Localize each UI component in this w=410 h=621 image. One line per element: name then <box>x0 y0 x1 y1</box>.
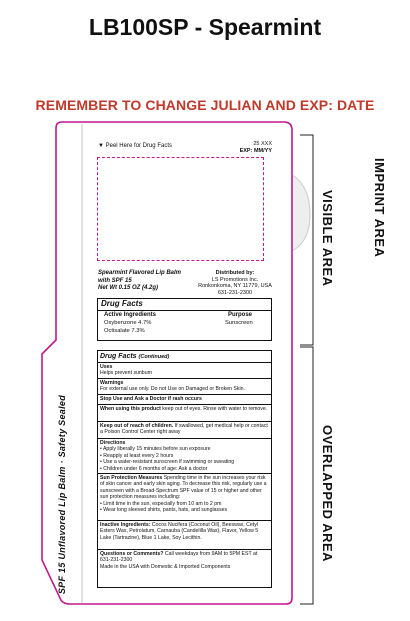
distributor-block <box>196 270 274 296</box>
separator <box>98 473 271 474</box>
direction-item: • Reapply at least every 2 hours <box>100 452 174 459</box>
direction-item: • Apply liberally 15 minutes before sun exposure <box>100 446 211 453</box>
directions-section <box>100 440 269 472</box>
when-using-heading: When using this product <box>100 406 161 412</box>
ingredient-octisalate: Octisalate 7.3% <box>104 328 145 334</box>
net-weight: Net Wt 0.15 OZ (4.2g) <box>98 285 159 291</box>
keep-out-section <box>100 423 269 436</box>
inactive-ingredients-section <box>100 522 269 541</box>
sun-protection-text: Spending time in the sun increases your risk of skin cancer and early skin aging. To decrease this risk, regularly use a sunscreen with a Broad-Spectrum SPF value of 15 or higher and other sun protection measures including: <box>100 475 267 501</box>
questions-text: Call weekdays from 9AM to 5PM EST at 631-231-2300 <box>100 551 258 564</box>
inactive-text: Cocos Nucifera (Coconut Oil), Beeswax, Cetyl Esters Wax, Petrolatum, Carnauba (Candelilla Wax), Flavor, Yellow 5 Lake (Tartrazine), Blue 1 Lake, Soy Lecithin. <box>100 522 259 541</box>
product-name-block <box>98 270 193 293</box>
separator <box>98 394 271 395</box>
separator <box>98 421 271 422</box>
direction-item: • Use a water-resistant sunscreen if swimming or sweating <box>100 459 235 466</box>
stop-use-section: Stop Use and Ask a Doctor if rash occurs <box>100 396 202 402</box>
uses-heading: Uses <box>100 364 113 370</box>
distributor-phone: 631-231-2300 <box>217 289 253 296</box>
direction-item: • Children under 6 months of age: Ask a doctor <box>100 465 208 472</box>
directions-heading: Directions <box>100 440 126 446</box>
drug-facts-rule <box>97 310 272 311</box>
sun-protection-section <box>100 475 269 513</box>
uses-section <box>100 364 269 377</box>
exp-date: EXP: MM/YY <box>239 147 272 154</box>
visible-area-label: VISIBLE AREA <box>320 190 335 287</box>
change-date-instruction: REMEMBER TO CHANGE JULIAN AND EXP: DATE <box>35 97 375 113</box>
warnings-heading: Warnings <box>100 380 124 386</box>
overlapped-area-label: OVERLAPPED AREA <box>320 425 335 563</box>
when-using-section <box>100 406 269 412</box>
when-using-text: keep out of eyes. Rinse with water to remove. <box>162 406 268 412</box>
sun-bullet: • Limit time in the sun, especially from 10 am to 2 pm <box>100 500 222 507</box>
separator <box>98 520 271 521</box>
product-name: Spearmint Flavored Lip Balm <box>98 270 182 276</box>
keep-out-text: If swallowed, get medical help or contact a Poison Control Center right away <box>100 423 268 436</box>
separator <box>98 362 271 363</box>
drug-facts-title: Drug Facts <box>101 299 143 308</box>
questions-heading: Questions or Comments? <box>100 551 164 557</box>
separator <box>98 378 271 379</box>
peel-arrow-icon: ▼ <box>98 143 104 149</box>
ingredient-purpose: Sunscreen <box>225 320 253 326</box>
distributor-address: Ronkonkoma, NY 11779, USA <box>198 283 272 290</box>
warnings-text: For external use only. Do not Use on Damaged or Broken Skin. <box>100 386 245 393</box>
sun-bullet: • Wear long sleeved shirts, pants, hats, and sunglasses <box>100 507 228 514</box>
dfc-title-text: Drug Facts <box>100 353 137 360</box>
imprint-box <box>97 157 264 261</box>
sun-protection-heading: Sun Protection Measures <box>100 475 163 481</box>
inactive-heading: Inactive Ingredients: <box>100 522 151 528</box>
overlap-bracket <box>300 347 313 604</box>
side-product-text: SPF 15 Unflavored Lip Balm · Safety Sealed <box>57 395 67 595</box>
separator <box>98 549 271 550</box>
peel-here-text <box>98 143 172 149</box>
page-title: LB100SP - Spearmint <box>88 14 322 40</box>
ingredient-oxybenzone: Oxybenzone 4.7% <box>104 320 152 326</box>
separator <box>98 438 271 439</box>
imprint-area-label: IMPRINT AREA <box>372 158 387 258</box>
dfc-title-suffix: (Continued) <box>138 354 170 360</box>
distributor-name: LS Promotions Inc. <box>211 276 259 283</box>
warnings-section <box>100 380 269 393</box>
purpose-heading: Purpose <box>228 312 253 318</box>
uses-text: Helps prevent sunburn <box>100 370 153 377</box>
product-spf: with SPF 15 <box>98 277 132 284</box>
separator <box>98 404 271 405</box>
keep-out-heading: Keep out of reach of children. <box>100 423 174 429</box>
lot-code: 25 XXX <box>253 141 272 147</box>
questions-section <box>100 551 269 570</box>
distributor-heading: Distributed by: <box>215 270 255 276</box>
active-ingredients-heading: Active Ingredients <box>104 312 157 318</box>
lot-exp-block <box>220 141 272 154</box>
peel-text: Peel Here for Drug Facts <box>105 143 172 149</box>
made-in-text: Made in the USA with Domestic & Imported Components <box>100 563 231 570</box>
drug-facts-continued-title <box>100 352 269 362</box>
